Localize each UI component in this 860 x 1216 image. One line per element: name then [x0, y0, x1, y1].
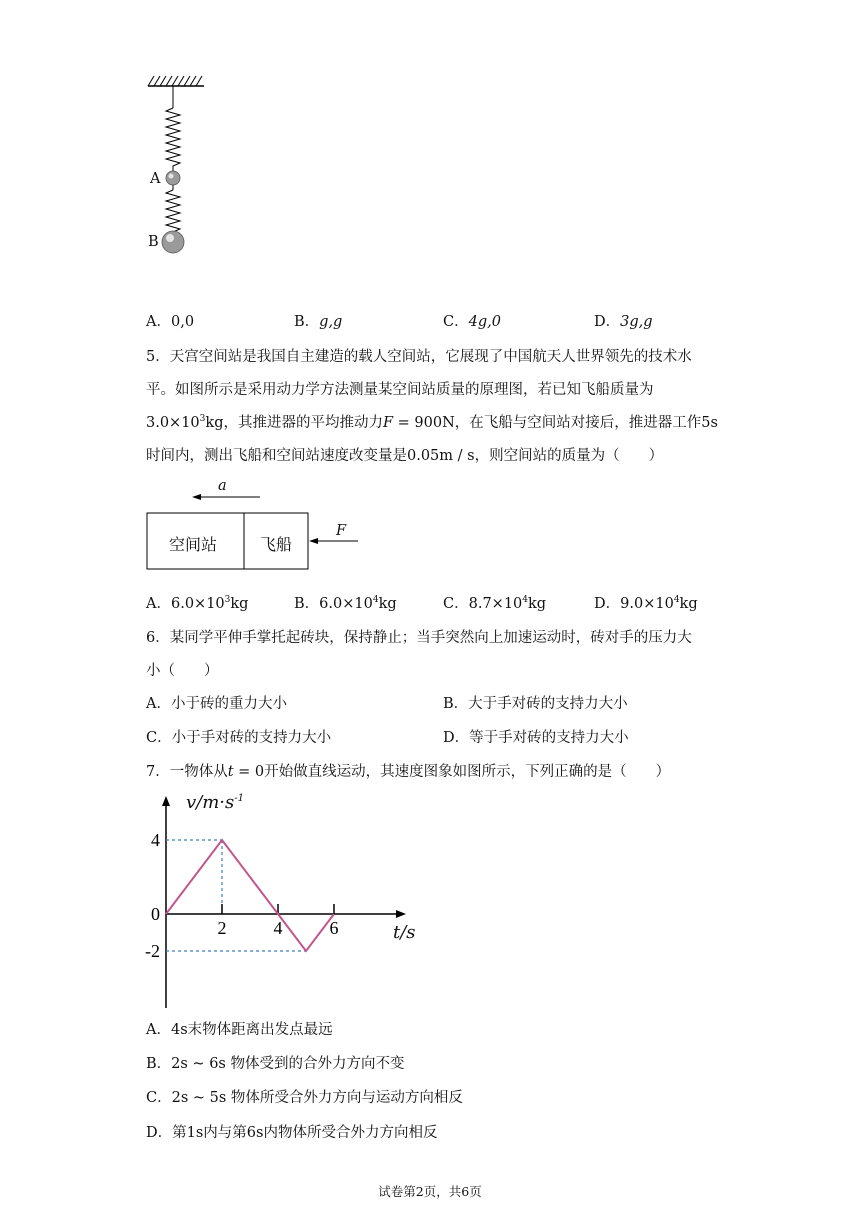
option-unit: kg: [528, 596, 547, 612]
q5-option-c[interactable]: [443, 592, 546, 613]
option-text: 4g,0: [468, 314, 501, 330]
option-letter: A．: [146, 314, 171, 330]
option-text: 3g,g: [620, 314, 653, 330]
q7-text: = 0开始做直线运动，其速度图象如图所示，下列正确的是（ ）: [233, 764, 671, 780]
option-unit: kg: [679, 596, 698, 612]
accel-label: a: [218, 478, 227, 494]
y-axis-label-text: v/m·s: [186, 792, 235, 813]
option-letter: A．: [146, 1022, 171, 1038]
option-letter: D．: [443, 730, 470, 746]
option-base: 9.0×10: [620, 596, 674, 612]
option-text: 2s ~ 5s 物体所受合外力方向与运动方向相反: [171, 1090, 463, 1106]
option-exponent: 4: [522, 595, 529, 606]
option-letter: C．: [443, 596, 469, 612]
option-letter: D．: [594, 314, 621, 330]
q6-option-c[interactable]: [146, 726, 331, 747]
ball-a-label: A: [150, 171, 161, 187]
ball-b-label: B: [148, 234, 159, 250]
option-unit: kg: [378, 596, 397, 612]
q5-option-a[interactable]: [146, 592, 248, 613]
q6-line-2: 小（ ）: [146, 663, 219, 679]
q6-line-1: 6．某同学平伸手掌托起砖块，保持静止；当手突然向上加速运动时，砖对手的压力大: [146, 630, 692, 646]
mass-exponent: 3: [199, 414, 206, 425]
x-axis-arrow: [396, 910, 406, 918]
q5-option-b[interactable]: [294, 592, 397, 613]
q6-option-a[interactable]: [146, 692, 287, 713]
q5-line-4: 时间内，测出飞船和空间站速度改变量是0.05m / s，则空间站的质量为（ ）: [146, 448, 664, 464]
x-axis-label: t/s: [393, 922, 416, 943]
option-letter: C．: [146, 1090, 172, 1106]
option-exponent: 4: [673, 595, 680, 606]
page-footer: 试卷第2页，共6页: [378, 1184, 482, 1199]
option-base: 6.0×10: [319, 596, 373, 612]
option-letter: D．: [146, 1125, 173, 1141]
option-text: 第1s内与第6s内物体所受合外力方向相反: [172, 1125, 438, 1141]
station-box-label: 空间站: [169, 535, 218, 554]
option-text: 等于手对砖的支持力大小: [469, 730, 629, 746]
option-letter: A．: [146, 596, 171, 612]
q7-option-c[interactable]: [146, 1086, 463, 1107]
option-letter: B．: [294, 314, 320, 330]
q4-option-d[interactable]: [594, 310, 653, 331]
y-axis-label-exponent: -1: [234, 793, 245, 804]
mass-base: 3.0×10: [146, 415, 200, 431]
option-letter: B．: [146, 1056, 172, 1072]
ship-box-label: 飞船: [260, 535, 293, 554]
time-symbol: t: [227, 764, 234, 780]
option-text: g,g: [319, 314, 343, 330]
q7-option-a[interactable]: [146, 1018, 333, 1039]
force-label: F: [336, 523, 347, 539]
q4-option-c[interactable]: [443, 310, 501, 331]
q7-stem: [146, 760, 670, 781]
option-letter: A．: [146, 696, 171, 712]
spring-figure: [140, 70, 220, 260]
option-letter: C．: [146, 730, 172, 746]
option-unit: kg: [230, 596, 249, 612]
force-symbol: F: [382, 415, 394, 431]
q5-line-2: 平。如图所示是采用动力学方法测量某空间站质量的原理图，若已知飞船质量为: [146, 382, 654, 398]
y-tick-label: 4: [151, 830, 160, 850]
option-text: 4s末物体距离出发点最远: [170, 1022, 333, 1038]
velocity-series-line: [166, 840, 334, 951]
option-text: 大于手对砖的支持力大小: [468, 696, 628, 712]
q4-option-a[interactable]: [146, 310, 194, 331]
q5-text: kg，其推进器的平均推动力: [205, 415, 383, 431]
y-axis-arrow: [162, 796, 170, 806]
y-tick-label: 0: [151, 904, 160, 924]
q7-option-d[interactable]: [146, 1121, 437, 1142]
option-exponent: 3: [224, 595, 231, 606]
option-text: 2s ~ 6s 物体受到的合外力方向不变: [171, 1056, 405, 1072]
y-axis-label: [186, 792, 244, 813]
option-base: 6.0×10: [170, 596, 225, 612]
option-letter: C．: [443, 314, 469, 330]
option-base: 8.7×10: [468, 596, 523, 612]
y-tick-label: -2: [145, 941, 160, 961]
q7-text: 7．一物体从: [146, 764, 228, 780]
option-exponent: 4: [372, 595, 379, 606]
option-letter: B．: [294, 596, 320, 612]
q5-option-d[interactable]: [594, 592, 698, 613]
q5-text: = 900N，在飞船与空间站对接后，推进器工作5s: [393, 415, 718, 431]
option-letter: D．: [594, 596, 621, 612]
option-text: 小于砖的重力大小: [170, 696, 287, 712]
q5-line-3: [146, 411, 718, 432]
q6-option-b[interactable]: [443, 692, 628, 713]
q5-line-1: 5．天宫空间站是我国自主建造的载人空间站，它展现了中国航天人世界领先的技术水: [146, 349, 692, 365]
x-tick-label: 6: [329, 918, 339, 938]
x-tick-label: 2: [217, 918, 227, 938]
option-letter: B．: [443, 696, 469, 712]
q6-option-d[interactable]: [443, 726, 629, 747]
option-text: 0,0: [170, 314, 195, 330]
x-tick-label: 4: [273, 918, 283, 938]
q4-option-b[interactable]: [294, 310, 342, 331]
option-text: 小于手对砖的支持力大小: [171, 730, 332, 746]
velocity-time-graph: [140, 790, 420, 1015]
q7-option-b[interactable]: [146, 1052, 404, 1073]
